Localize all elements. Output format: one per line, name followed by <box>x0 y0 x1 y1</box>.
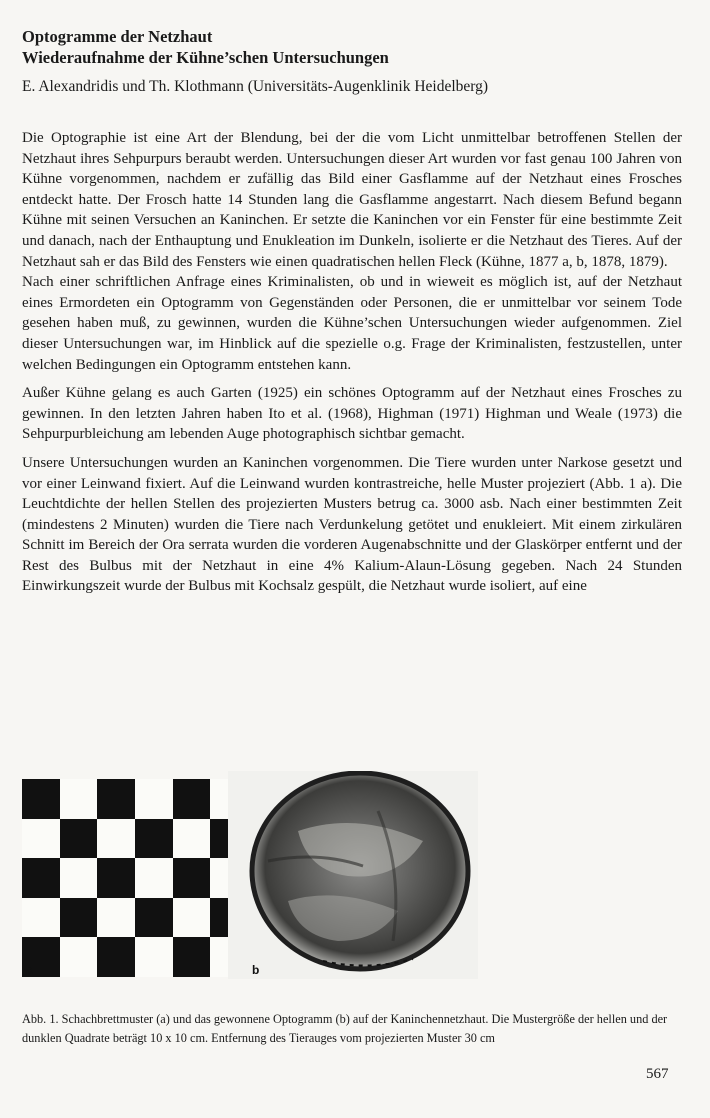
article-title <box>22 26 682 68</box>
authors: E. Alexandridis und Th. Klothmann (Universitäts-Augenklinik Heidelberg) <box>22 78 489 95</box>
checkerboard-pattern-image <box>22 779 248 977</box>
retina-optogram-image <box>228 771 478 979</box>
paragraph-1: Die Optographie ist eine Art der Blendung, bei der die vom Licht unmittelbar betroffenen Stellen der Netzhaut ihres Sehpurpurs beraubt werden. Untersuchungen dieser Art wurden vor fast genau 100 Jahren von Kühne vorgenommen, nachdem er zufällig das Bild einer Gasflamme auf der Netzhaut eines Frosches entdeckt hatte. Der Frosch hatte 14 Stunden lang die Gasflamme angestarrt. Nach diesem Befund begann Kühne mit seinen Versuchen an Kaninchen. Er setzte die Kaninchen vor ein Fenster für eine bestimmte Zeit und danach, nach der Enthauptung und Enukleation im Dunkeln, isolierte er die Netzhaut des Tieres. Auf der Netzhaut sah er das Bild des Fensters wie einen quadratischen hellen Fleck (Kühne, 1877 a, b, 1878, 1879). <box>22 130 682 270</box>
figure-caption: Abb. 1. Schachbrettmuster (a) und das gewonnene Optogramm (b) auf der Kaninchennetzhaut. Die Mustergröße der hellen und der dunklen Quadrate beträgt 10 x 10 cm. Entfernung des Tierauges vom projezierten Muster 30 cm <box>22 1012 668 1046</box>
paragraph-3: Außer Kühne gelang es auch Garten (1925) ein schönes Optogramm auf der Netzhaut eines Frosches zu gewinnen. In den letzten Jahren haben Ito et al. (1968), Highman (1971) Highman und Weale (1973) die Sehpurpurbleichung am lebenden Auge photographisch sichtbar gemacht. <box>22 385 682 443</box>
title-line-2: Wiederaufnahme der Kühne’schen Untersuchungen <box>22 48 389 67</box>
paragraph-4: Unsere Untersuchungen wurden an Kaninchen vorgenommen. Die Tiere wurden unter Narkose gesetzt und vor einer Leinwand fixiert. Auf die Leinwand wurden kontrastreiche, helle Muster projeziert (Abb. 1 a). Die Leuchtdichte der hellen Stellen des projezierten Musters betrug ca. 3000 asb. Nach einer bestimmten Zeit (mindestens 2 Minuten) wurden die Tiere nach Verdunkelung getötet und enukleiert. Mit einem zirkulären Schnitt im Bereich der Ora serrata wurden die vorderen Augenabschnitte und der Glaskörper entfernt und der Rest des Bulbus mit der Netzhaut in eine 4% Kalium-Alaun-Lösung gegeben. Nach 24 Stunden Einwirkungszeit wurde der Bulbus mit Kochsalz gespült, die Netzhaut wurde isoliert, auf eine <box>22 454 682 595</box>
body-text <box>22 128 682 597</box>
title-line-1: Optogramme der Netzhaut <box>22 27 213 46</box>
article <box>22 26 682 597</box>
panel-label-a: a <box>26 963 33 977</box>
page-number: 567 <box>646 1066 669 1082</box>
figure-1 <box>22 771 478 979</box>
panel-label-b: b <box>252 963 260 977</box>
paragraph-2: Nach einer schriftlichen Anfrage eines Kriminalisten, ob und in wieweit es möglich ist, auf der Netzhaut eines Ermordeten ein Optogramm von Gegenständen oder Personen, die er unmittelbar vor seinem Tode gesehen haben muß, zu gewinnen, wurden die Kühne’schen Untersuchungen wieder aufgenommen. Ziel dieser Untersuchungen war, im Hinblick auf die spezielle o.g. Frage der Kriminalisten, festzustellen, unter welchen Bedingungen ein Optogramm entstehen kann. <box>22 274 682 373</box>
